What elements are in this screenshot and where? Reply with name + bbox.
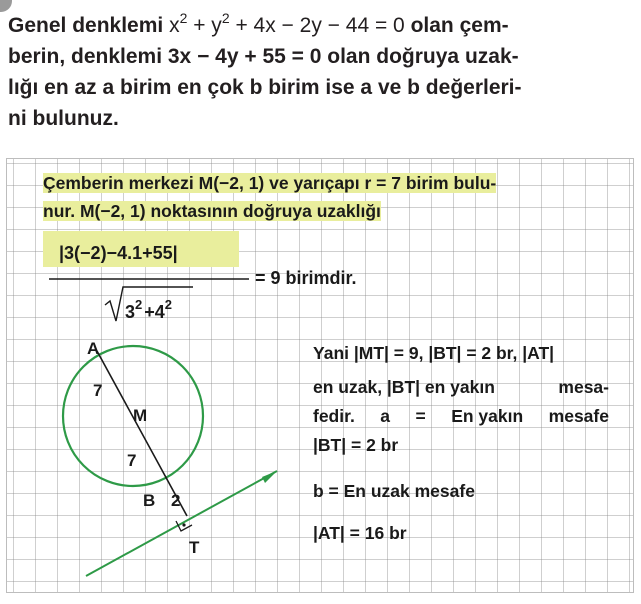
explanation-line-4: |BT| = 2 br [313,435,399,455]
explanation-text: a [380,406,391,426]
denom-exponent: 2 [135,297,143,312]
eq-x: x [169,14,180,37]
explanation-text: En yakın [451,406,524,426]
radius-label-upper: 7 [93,381,103,400]
point-label-b: B [143,491,156,510]
formula-result: = 9 birimdir. [255,268,357,288]
explanation-line-1 [313,343,554,364]
line-arrow-icon [262,471,277,483]
solution-line-1 [43,173,496,194]
explanation-text: |MT| = 9, |BT| = 2 br, |AT| [353,343,555,363]
problem-text: Genel denklemi [8,14,164,37]
point-label-m: M [133,406,148,425]
point-label-t: T [189,538,200,557]
explanation-text: fedir. [313,406,355,426]
problem-line-3: lığı en az a birim en çok b birim ise a ve b değerleri- [8,76,522,99]
geometry-figure [7,324,327,604]
formula-denominator [125,297,172,322]
explanation-text: mesafe [548,406,609,426]
denom-exponent: 2 [164,297,173,312]
explanation-text: en uzak, |BT| en yakın [313,377,495,397]
denom-base: 3 [125,302,136,322]
explanation-text: Yani [313,343,349,363]
eq-exponent: 2 [179,10,188,26]
distance-formula [43,227,463,327]
explanation-text: = [415,406,426,426]
explanation-line-5: b = En uzak mesafe [313,481,475,501]
problem-line-2: berin, denklemi 3x − 4y + 55 = 0 olan doğruya uzak- [8,45,519,68]
right-angle-dot [182,523,185,526]
problem-line-1 [8,10,633,41]
problem-line-4: ni bulunuz. [8,107,119,130]
distance-label-bt: 2 [171,491,181,510]
highlighted-text: Çemberin merkezi M(−2, 1) ve yarıçapı r = 7 birim bulu- [43,173,497,193]
formula-numerator: |3(−2)−4.1+55| [59,243,178,263]
eq-y: + y [187,14,222,37]
eq-exponent: 2 [221,10,230,26]
explanation-line-2 [313,377,609,398]
denom-plus: +4 [144,302,165,322]
radius-label-lower: 7 [127,451,137,470]
problem-statement [8,10,633,134]
eq-rest: + 4x − 2y − 44 = 0 [229,14,405,37]
highlighted-text: nur. M(−2, 1) noktasının doğruya uzaklığı [43,201,381,221]
explanation-line-3 [313,406,609,427]
explanation-line-6: |AT| = 16 br [313,523,407,543]
solution-line-2 [43,201,381,222]
solution-box [6,158,634,593]
point-label-a: A [87,339,100,358]
tangent-line [86,471,277,576]
circle-equation [169,10,405,41]
explanation-text: mesa- [558,377,609,397]
problem-text: olan çem- [410,14,509,37]
